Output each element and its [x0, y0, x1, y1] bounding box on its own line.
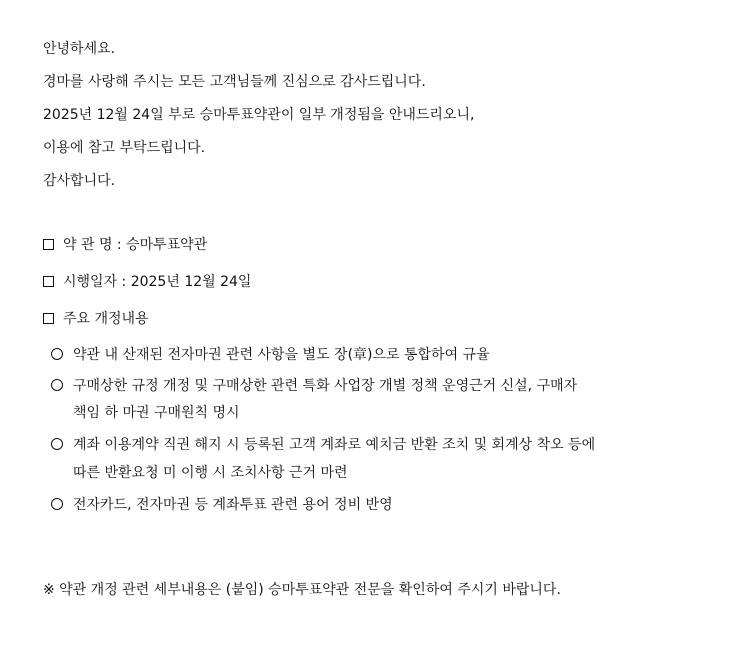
info-changes-text: 주요 개정내용 [63, 311, 149, 327]
change-item [51, 345, 490, 365]
circle-bullet-icon [51, 379, 63, 391]
checkbox-square-icon [43, 276, 54, 287]
circle-bullet-icon [51, 348, 63, 360]
footer-note: ※ 약관 개정 관련 세부내용은 (붙임) 승마투표약관 전문을 확인하여 주시기 바랍니다. [43, 582, 561, 598]
change-text: 구매상한 규정 개정 및 구매상한 관련 특화 사업장 개별 정책 운영근거 신설, 구매자 [73, 378, 578, 394]
change-text: 전자카드, 전자마권 등 계좌투표 관련 용어 정비 반영 [73, 497, 393, 513]
greeting-line: 안녕하세요. [43, 41, 116, 57]
info-title-item [43, 235, 207, 255]
greeting-line: 2025년 12월 24일 부로 승마투표약관이 일부 개정됨을 안내드리오니, [43, 107, 475, 123]
change-text: 계좌 이용계약 직권 해지 시 등록된 고객 계좌로 예치금 반환 조치 및 회계상 착오 등에 [73, 437, 596, 453]
change-text: 약관 내 산재된 전자마권 관련 사항을 별도 장(章)으로 통합하여 규율 [73, 347, 490, 363]
circle-bullet-icon [51, 498, 63, 510]
greeting-line: 감사합니다. [43, 173, 116, 189]
info-title-text: 약 관 명 : 승마투표약관 [63, 237, 208, 253]
change-item [51, 435, 595, 455]
info-date-item [43, 272, 251, 292]
change-text-continued: 따른 반환요청 미 이행 시 조치사항 근거 마련 [73, 465, 348, 481]
greeting-line: 경마를 사랑해 주시는 모든 고객님들께 진심으로 감사드립니다. [43, 74, 426, 90]
change-item [51, 495, 393, 515]
change-item [51, 376, 577, 396]
greeting-line: 이용에 참고 부탁드립니다. [43, 140, 206, 156]
change-text-continued: 책임 하 마권 구매원칙 명시 [73, 405, 240, 421]
checkbox-square-icon [43, 239, 54, 250]
checkbox-square-icon [43, 313, 54, 324]
info-changes-item [43, 309, 149, 329]
info-date-text: 시행일자 : 2025년 12월 24일 [63, 274, 252, 290]
circle-bullet-icon [51, 438, 63, 450]
